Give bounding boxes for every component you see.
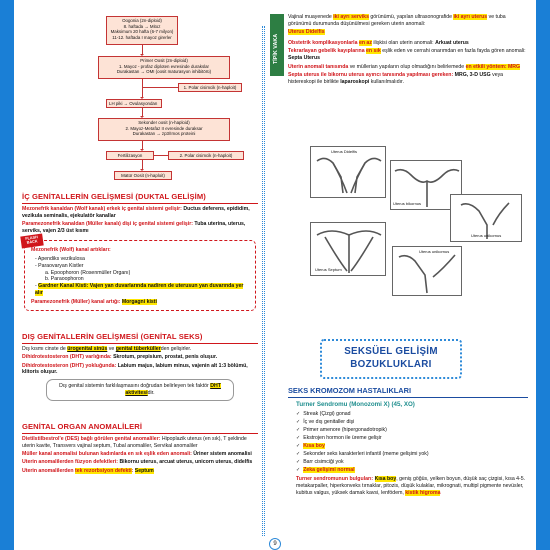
- tipik-vaka-label: TİPİK VAKA: [273, 33, 279, 64]
- flashback-tag: FLASH BACK: [20, 234, 43, 249]
- list-item-text: Primer amenore (hipergonadotropik): [303, 426, 387, 433]
- flow-line: 1. Mayoz - profaz diploten evresinde durakslar: [118, 63, 210, 69]
- flow-branch-line: [154, 155, 168, 156]
- text-run: Septa uterus ile bikornu uterus ayırıcı tanısında yapılması gereken:: [288, 72, 455, 79]
- text-run: en sık: [366, 48, 381, 55]
- text-run: en etkili yöntem: MRG: [465, 63, 521, 70]
- check-icon: ✓: [296, 426, 301, 433]
- paragraph-dht-var: [22, 354, 258, 361]
- list-item: [296, 467, 528, 474]
- paragraph-fuzyon: [22, 459, 258, 466]
- text-run: görünümü, yapılan ultrasonografide: [368, 14, 454, 20]
- paragraph-muller-anomali: [22, 451, 258, 458]
- title-line: BOZUKLUKLARI: [350, 358, 432, 370]
- flashback-muller: [31, 299, 249, 306]
- check-icon: ✓: [296, 434, 301, 441]
- list-item: [296, 419, 528, 426]
- text-run: Paramezonefrik (Müller) kanal artığı:: [31, 299, 122, 306]
- section-rule: [22, 433, 258, 434]
- text-run: genital tüberküller: [115, 345, 161, 352]
- check-icon: ✓: [296, 410, 301, 417]
- list-item: - Paraovaryan Kistler: [35, 262, 84, 269]
- text-run: DHT aktivitesi: [125, 383, 221, 397]
- turner-title: Turner Sendromu (Monozomi X) (45, XO): [296, 400, 415, 408]
- paragraph-q1: [288, 40, 528, 47]
- text-run: Uterus Didelfis: [288, 29, 325, 36]
- text-run: Kısa boy: [374, 475, 397, 482]
- text-run: tek rezorbsiyon defekti: [75, 467, 132, 474]
- flow-line: 11-12. haftada I mayoz girerler: [112, 34, 172, 40]
- text-run: eşlik eden ve cerrahi onarımdan en fazla fayda gören anomali:: [380, 48, 526, 55]
- flow-box-polar-2: 2. Polar cisimcik (n-haploit): [168, 151, 244, 160]
- list-item: [296, 435, 528, 442]
- text-run: Labium majus, labium minus, vajenin alt 1:3 bölümü, klitoris oluşur.: [22, 362, 248, 376]
- check-icon: ✓: [296, 467, 301, 474]
- text-run: Morgagni kisti: [121, 299, 157, 306]
- section-title: SEKS KROMOZOM HASTALIKLARI: [288, 386, 412, 395]
- text-run: Dihidrotestosteron (DHT) varlığında:: [22, 354, 114, 361]
- anomali-section: [22, 422, 258, 476]
- text-run: den gelişirler.: [160, 345, 192, 352]
- genital-seks-section: [22, 332, 258, 404]
- flow-line: Durakastan → OMI (oosit maturasyon inhibitörü): [116, 69, 212, 74]
- section-rule: [288, 397, 528, 398]
- paragraph-wolf: [22, 206, 258, 220]
- list-item: a. Epoophoron (Rosenmüller Organı): [45, 269, 131, 276]
- duktal-section: [22, 192, 258, 236]
- list-item-text: Barr cisimciği yok: [303, 459, 344, 466]
- list-item: [296, 443, 528, 450]
- list-item-text: İç ve dış genitaller dişi: [303, 418, 355, 425]
- dht-callout: [46, 379, 234, 401]
- section-title: İÇ GENİTALLERİN GELİŞMESİ (DUKTAL GELİŞİM): [22, 192, 206, 201]
- text-run: kullanılmalıdır.: [369, 78, 404, 85]
- flow-line: Maksimum 20 hafta (6-7 milyon): [110, 29, 174, 34]
- uterus-label: Uterus Didelfis: [331, 149, 358, 154]
- flow-box-matur-oosit: Matür Oosit (n-haploit): [114, 171, 172, 180]
- text-run: Paramezonefrik kanaldan (Müller kanalı) dişi iç genital sistemi gelişir:: [22, 221, 195, 228]
- flashback-title: Mezonefrik (Wolf) kanal artıkları:: [31, 247, 111, 253]
- flashback-box: [24, 235, 256, 311]
- flow-arrow: [142, 108, 143, 116]
- check-icon: ✓: [296, 450, 301, 457]
- list-item: [296, 427, 528, 434]
- text-run: veya histereskopi ile birlikte: [288, 72, 504, 85]
- uterus-label: Uterus unikornus: [471, 233, 502, 238]
- text-run: en az: [358, 40, 372, 47]
- text-run: Dış genital sistemin farklılaşmasını doğrudan belirleyen tek faktör: [59, 383, 211, 390]
- seks-kromozom-section: [288, 386, 528, 498]
- text-run: Uterin anomalilerden füzyon defektleri:: [22, 459, 120, 466]
- paragraph-vaka: [288, 14, 528, 28]
- flow-arrow: [142, 141, 143, 149]
- text-run: :: [131, 467, 135, 474]
- flow-line: Oogonia (2n-diploid): [122, 18, 162, 23]
- list-item-text: Paraovaryan Kistler: [38, 262, 84, 269]
- turner-list: [296, 411, 528, 474]
- flow-line: 2. Mayoz-Metafaz II evresinde duraksar: [125, 125, 203, 131]
- flashback-list: [31, 256, 249, 297]
- flow-box-sekonder-oosit: [98, 118, 230, 141]
- list-item: - Gardner Kanal Kisti: Vajen yan duvarlarında nadiren de uterusun yan duvarında yer alır: [35, 283, 244, 297]
- paragraph-dht-yok: [22, 363, 258, 377]
- list-item-text: Zeka gelişimi normal: [303, 467, 355, 474]
- paragraph-des: [22, 436, 258, 450]
- uterus-label: Uterus unikornus: [419, 249, 450, 254]
- text-run: iki ayrı serviks: [333, 14, 369, 20]
- title-line: SEKSÜEL GELİŞİM: [344, 346, 438, 357]
- text-run: ve: [107, 345, 116, 352]
- list-item-text: Ekstrojen hormon ile üreme gelişir: [303, 434, 382, 441]
- flow-box-polar-1: 1. Polar cisimcik (n-haploit): [178, 83, 242, 92]
- flow-line: Primer Oosit (2n-diploid): [140, 58, 188, 63]
- uterus-label: Uterus bikornus: [393, 201, 422, 206]
- text-run: Müller kanal anomalisi bulunan kadınlarda en sık eşlik eden anomali:: [22, 451, 194, 458]
- section-rule: [22, 203, 258, 204]
- paragraph-q2: [288, 48, 528, 62]
- text-run: Uterin anomali tanısında: [288, 63, 349, 70]
- text-run: kistik higroma: [405, 489, 441, 496]
- text-run: Mezonefrik kanaldan (Wolf kanalı) erkek iç genital sistemi gelişir:: [22, 205, 184, 212]
- text-run: Skrotum, prepisium, prostat, penis oluşur.: [113, 354, 218, 361]
- text-run: ürogenital sinüs: [67, 345, 108, 352]
- oogenesis-flowchart: [98, 16, 258, 188]
- text-run: Arkuat uterus: [435, 40, 469, 47]
- paragraph-dis-genital: [22, 346, 258, 353]
- text-run: laparoskopi: [340, 78, 370, 85]
- text-run: , geniş göğüs, yelken boyun, düşük saç çizgisi, kısa 4-5. metakarpaller, hiperkonveks tırnaklar, pitozis, düşük kulaklar, mikrognati, multipl pigmente nevüsler, kubitus valgus, yüksek damak kavsi, lenfödem,: [296, 475, 526, 496]
- text-run: Bikornu uterus, arcuat uterus, unicorn uterus, didelfis: [119, 459, 253, 466]
- section-rule: [22, 343, 258, 344]
- flow-arrow: [142, 160, 143, 169]
- text-run: ve tuba görünümü durumunda düşünülmesi gereken uterin anomali:: [288, 14, 506, 27]
- left-bleed-bar: [0, 0, 14, 550]
- turner-findings: [296, 476, 528, 497]
- paragraph-q4: [288, 72, 528, 86]
- list-item: [296, 451, 528, 458]
- flow-line: 8. haftada → Mitoz: [123, 23, 161, 29]
- flow-box-oogonia: [106, 16, 178, 45]
- uterus-unikornus-2-figure: [392, 246, 462, 296]
- text-run: Uterin anomalilerden: [22, 467, 76, 474]
- flow-box-primer-oosit: [98, 56, 230, 79]
- check-icon: ✓: [296, 442, 301, 449]
- list-item: [296, 459, 528, 466]
- list-item: [296, 411, 528, 418]
- list-item-text: Apendiks vezikulosa: [37, 255, 85, 262]
- text-run: ilişkisi olan uterin anomali:: [371, 40, 436, 47]
- tipik-vaka-text: [288, 14, 528, 36]
- section-title: GENİTAL ORGAN ANOMALİLERİ: [22, 422, 143, 431]
- text-run: dir.: [147, 390, 155, 397]
- uterus-label: Uterus Septum: [315, 267, 342, 272]
- uterus-septum-figure: [310, 222, 386, 276]
- text-run: Septum: [134, 467, 154, 474]
- flow-branch-line: [142, 87, 178, 88]
- question-list: [288, 40, 528, 86]
- list-item-text: Streak (Çizgi) gonad: [303, 410, 351, 417]
- tipik-vaka-tab: [270, 14, 284, 76]
- text-run: Hipoplazik uterus (en sık), T şeklinde uterin kavite, Transvers vajinal septum, Tubal anomaliler, Servikal anomaliler: [22, 435, 247, 449]
- right-column: [270, 14, 528, 496]
- page: [22, 14, 528, 547]
- flow-arrow: [142, 45, 143, 54]
- vaka-answer: [288, 29, 528, 36]
- list-item-text: Sekonder seks karakterleri infantil (meme gelişimi yok): [303, 450, 429, 457]
- text-run: Tuba uterina, uterus, serviks, vajen 2/3 üst kısmı: [22, 221, 246, 234]
- flow-arrow: [142, 79, 143, 97]
- flow-box-lh: LH piki → Ovulasyondan: [106, 99, 162, 108]
- text-run: Ductus deferens, epididim, vezikula seminalis, ejekulatör kanallar: [22, 205, 250, 219]
- uterus-unikornus-2-drawing: [393, 247, 463, 297]
- text-run: Vajinal muayenede: [288, 14, 334, 20]
- gartner-text: Gardner Kanal Kisti: Vajen yan duvarlarında nadiren de uterusun yan duvarında yer alır: [35, 283, 244, 297]
- text-run: Dietilstilbestrol'e (DES) bağlı görülen genital anomaliler:: [22, 435, 162, 442]
- paragraph-q3: [288, 64, 528, 71]
- list-item-text: Kısa boy: [303, 442, 325, 449]
- text-run: ve müllerian yapıların olup olmadığını belirlemede: [348, 63, 466, 70]
- seksuel-gelisim-title-box: [320, 339, 462, 379]
- check-icon: ✓: [296, 418, 301, 425]
- flow-line: Durakastan → zp3/Imos proteini: [132, 131, 196, 136]
- check-icon: ✓: [296, 459, 301, 466]
- flow-box-fertilizasyon: Fertilizasyon: [106, 151, 154, 160]
- text-run: Turner sendromunun bulguları:: [296, 475, 375, 482]
- section-title: DIŞ GENİTALLERİN GELİŞMESİ (GENİTAL SEKS): [22, 332, 203, 341]
- text-run: MRG, 3-D USG: [454, 72, 491, 79]
- text-run: Üriner sistem anomalisi: [193, 451, 252, 458]
- list-item: - Apendiks vezikulosa: [35, 255, 85, 262]
- right-bleed-bar: [536, 0, 550, 550]
- text-run: Obstetrik komplikasyonlarla: [288, 40, 359, 47]
- paragraph-rezorbsiyon: [22, 468, 258, 475]
- text-run: Dış kısmı cinste de: [22, 345, 68, 352]
- text-run: Dihidrotestosteron (DHT) yokluğunda:: [22, 362, 118, 369]
- column-divider: [262, 26, 265, 536]
- text-run: iki ayrı uterus: [453, 14, 488, 20]
- uterus-didelfis-drawing: [311, 147, 387, 199]
- page-number: 9: [269, 538, 281, 550]
- paragraph-muller: [22, 221, 258, 235]
- text-run: Septa Uterus: [288, 55, 320, 62]
- uterus-didelfis-figure: [310, 146, 386, 198]
- list-item: b. Paraoophoron: [45, 276, 84, 283]
- uterus-unikornus-figure: [450, 194, 522, 242]
- text-run: Tekrarlayan gebelik kayıplarına: [288, 48, 367, 55]
- flow-line: Sekonder oosit (n-haploid): [138, 120, 190, 125]
